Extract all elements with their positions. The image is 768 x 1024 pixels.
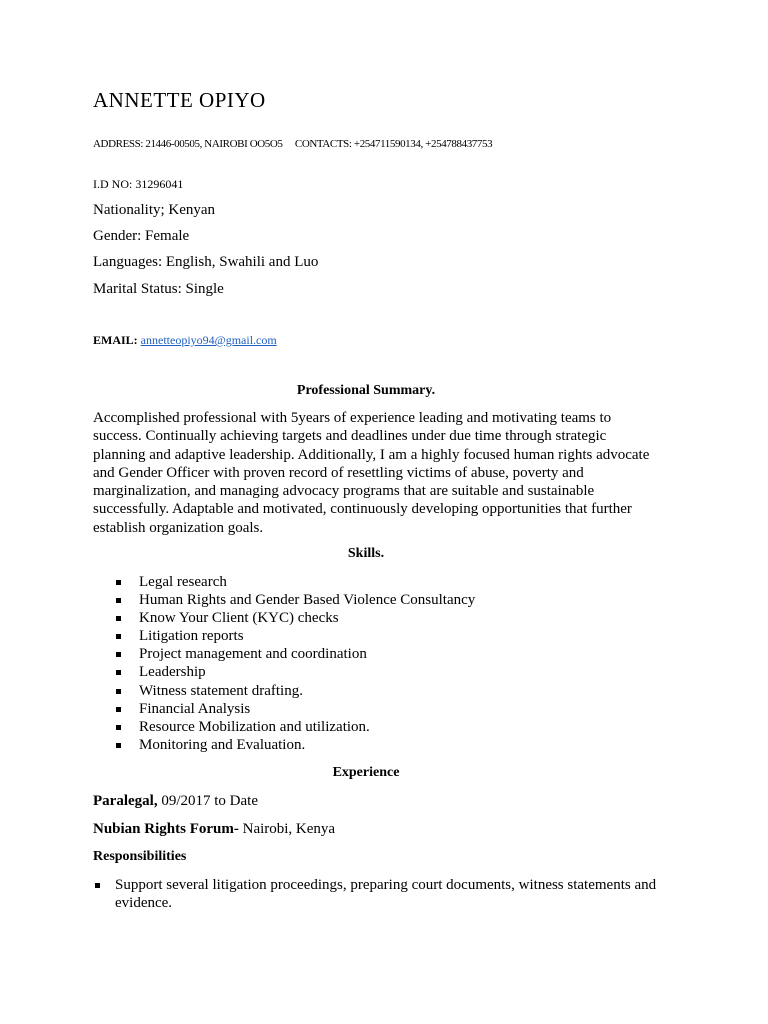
gender: Gender: Female [93,228,190,244]
employer-location: Nairobi, Kenya [242,821,336,837]
id-number: I.D NO: 31296041 [93,177,184,191]
contacts-label: CONTACTS: [294,138,352,150]
skill-label: Financial Analysis [139,700,251,717]
bullet-square-icon [116,598,121,603]
responsibilities-heading: Responsibilities [93,849,187,864]
skill-label: Project management and coordination [139,646,367,663]
skill-label: Witness statement drafting. [139,682,303,699]
employer-line [93,821,335,838]
address-value: 21446-00505, NAIROBI OO5O5 [145,138,283,150]
email-line [93,333,277,348]
list-item [115,609,475,627]
bullet-square-icon [116,652,121,657]
summary-paragraph [93,409,693,537]
list-item [115,591,475,609]
summary-line: establish organization goals. [93,519,264,536]
summary-line: successfully. Adaptable and motivated, continuously developing opportunities that further [93,501,632,518]
bullet-square-icon [95,883,100,888]
bullet-square-icon [116,689,121,694]
candidate-name: ANNETTE OPIYO [93,88,266,112]
list-item [115,736,475,754]
summary-line: and Gender Officer with proven record of resettling victims of abuse, poverty and [93,464,584,481]
summary-heading: Professional Summary. [296,383,436,398]
summary-line: marginalization, and managing advocacy programs that are suitable and sustainable [93,483,595,500]
summary-line: planning and adaptive leadership. Additionally, I am a highly focused human rights advocate [93,446,650,463]
list-item [115,700,475,718]
list-item [115,663,475,681]
bullet-square-icon [116,707,121,712]
responsibility-line: Support several litigation proceedings, preparing court documents, witness statements and [115,877,657,893]
summary-line: success. Continually achieving targets and deadlines under due time through strategic [93,428,607,445]
bullet-square-icon [116,743,121,748]
skill-label: Legal research [139,574,227,590]
employer-name: Nubian Rights Forum- [93,821,239,837]
summary-line: Accomplished professional with 5years of experience leading and motivating teams to [93,410,612,426]
skill-label: Litigation reports [139,628,244,645]
skill-label: Resource Mobilization and utilization. [139,718,370,735]
address-contacts-line [93,138,492,150]
list-item [115,627,475,645]
languages: Languages: English, Swahili and Luo [93,254,319,270]
list-item [115,682,475,700]
bullet-square-icon [116,725,121,730]
address-label: ADDRESS: [93,138,143,150]
experience-heading: Experience [332,765,400,780]
bullet-square-icon [116,580,121,585]
email-link[interactable]: annetteopiyo94@gmail.com [140,333,277,347]
skill-label: Monitoring and Evaluation. [139,736,306,753]
list-item [115,645,475,663]
bullet-square-icon [116,634,121,639]
job-title: Paralegal, [93,793,158,809]
responsibility-line: evidence. [115,895,173,911]
skill-label: Know Your Client (KYC) checks [139,610,339,627]
contacts-value: +254711590134, +254788437753 [353,138,493,150]
list-item [115,573,475,591]
skills-heading: Skills. [347,546,385,561]
list-item [115,718,475,736]
job-dates: 09/2017 to Date [161,793,258,809]
list-item [93,876,693,912]
job-title-line [93,793,258,810]
marital-status: Marital Status: Single [93,281,224,297]
skill-label: Human Rights and Gender Based Violence Consultancy [139,592,476,609]
skill-label: Leadership [139,664,206,681]
email-label: EMAIL: [93,333,138,347]
bullet-square-icon [116,616,121,621]
bullet-square-icon [116,670,121,675]
skills-list [115,573,475,754]
nationality: Nationality; Kenyan [93,202,216,218]
